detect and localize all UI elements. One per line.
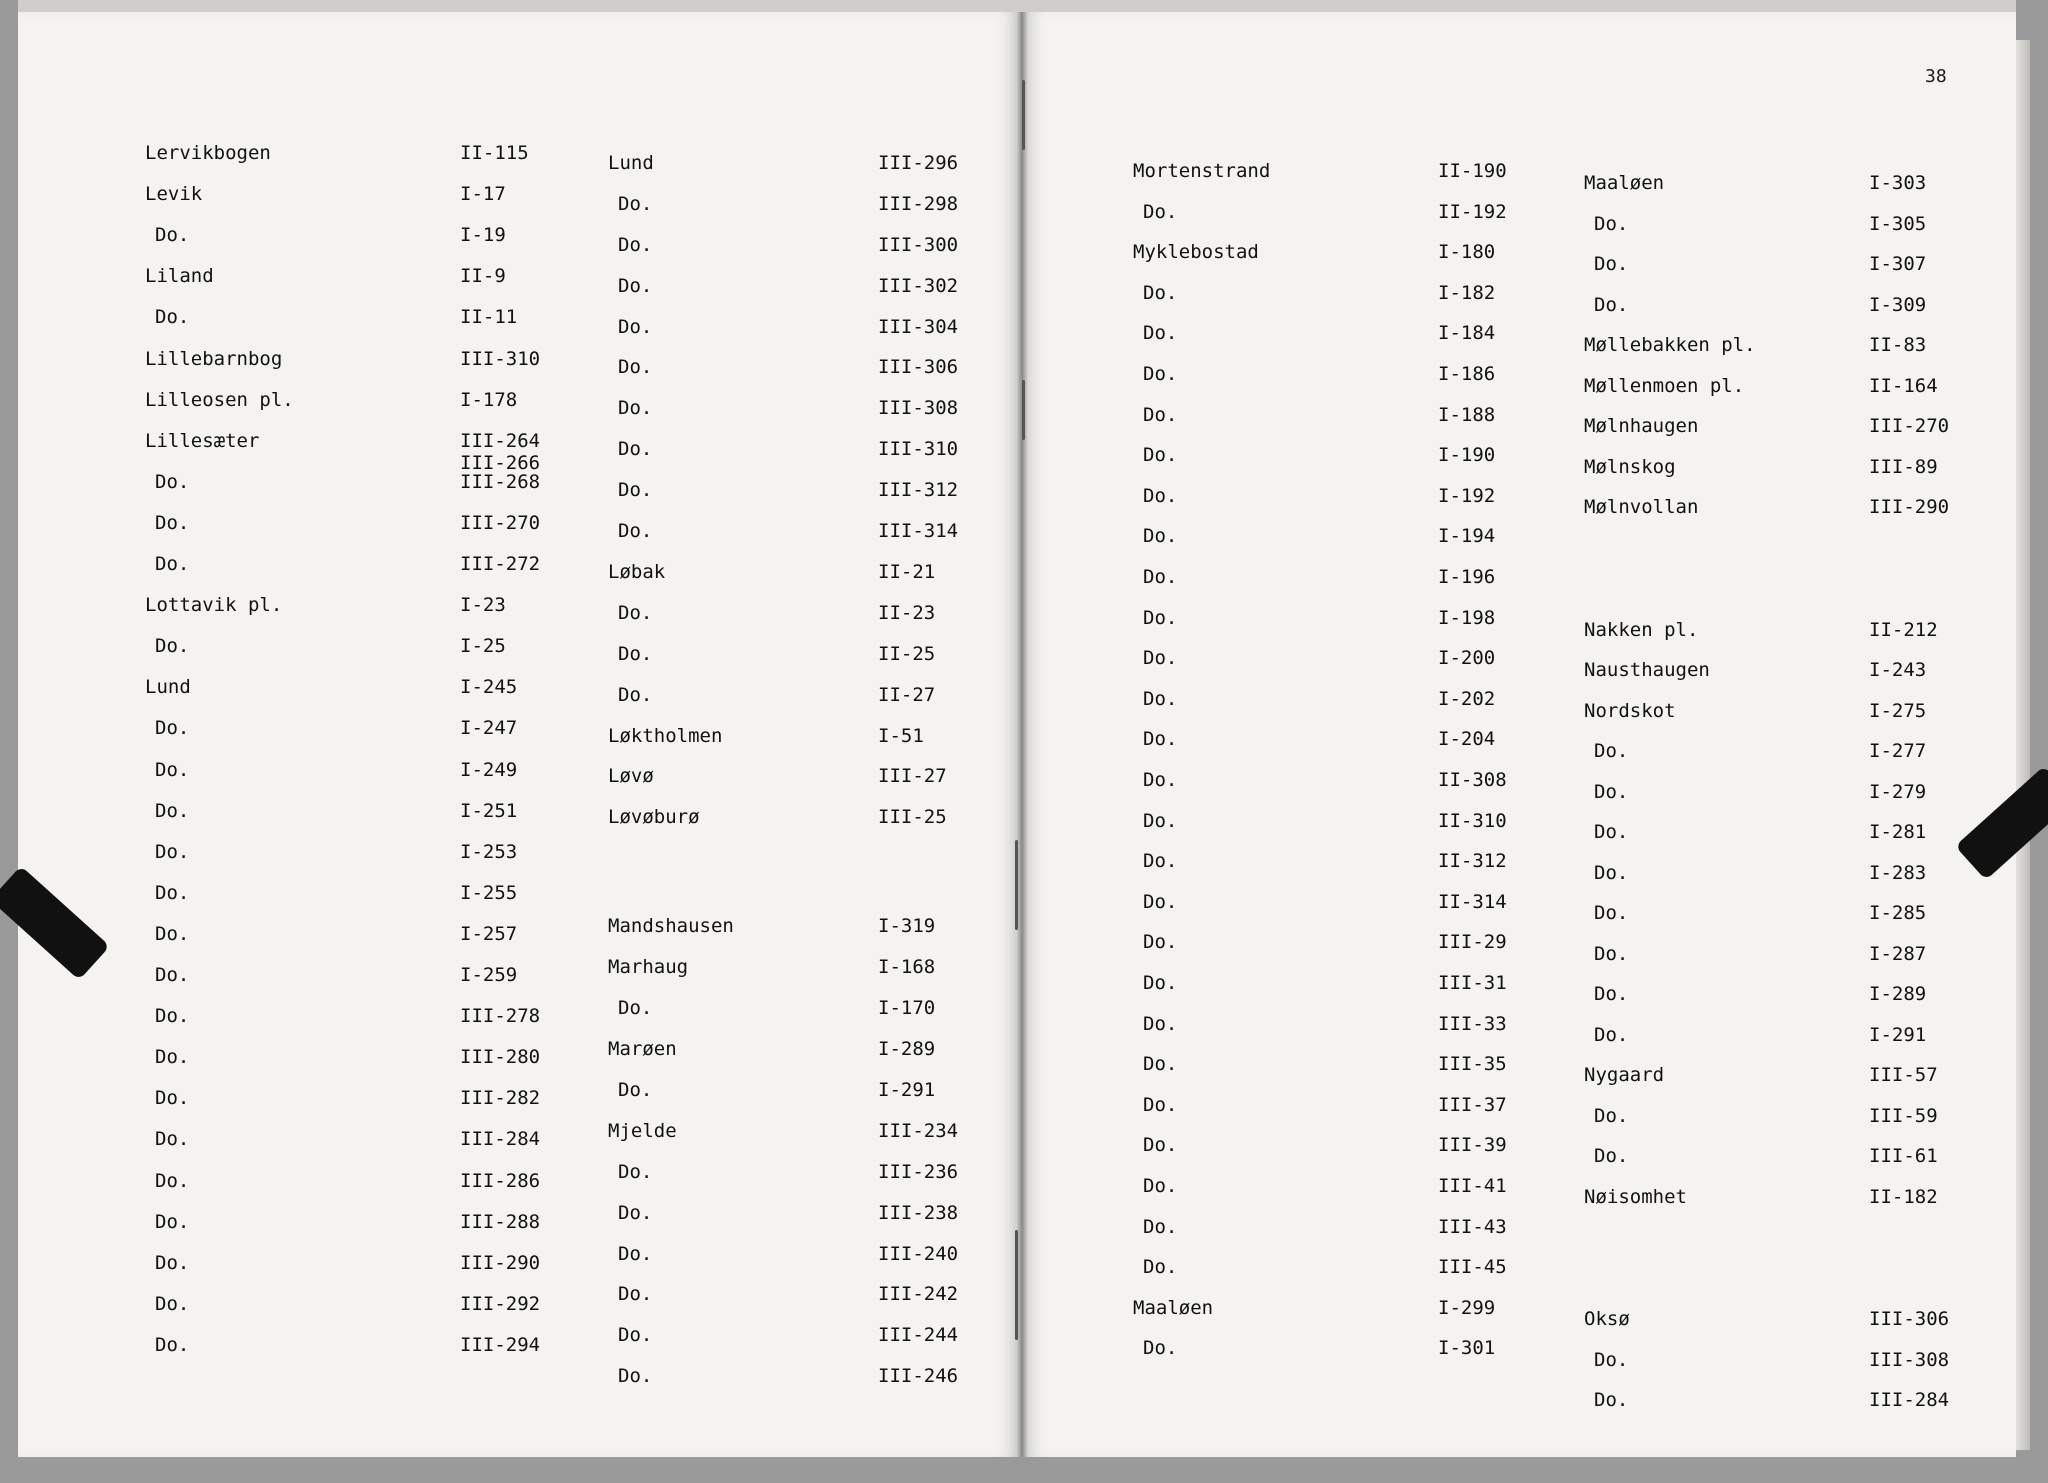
place-name: Do. [1594, 1389, 1629, 1411]
volume-reference: I-51 [878, 725, 924, 747]
place-name: Do. [1143, 647, 1178, 669]
place-name: Do. [618, 356, 653, 378]
volume-reference: III-284 [1869, 1389, 1950, 1411]
volume-reference: III-268 [460, 471, 541, 493]
place-name: Do. [1594, 740, 1629, 762]
place-name: Do. [1143, 972, 1178, 994]
place-name: Do. [1594, 983, 1629, 1005]
volume-reference: III-31 [1438, 972, 1507, 994]
place-name: Do. [1594, 253, 1629, 275]
volume-reference: I-275 [1869, 700, 1927, 722]
volume-reference: I-301 [1438, 1337, 1496, 1359]
volume-reference: II-115 [460, 142, 529, 164]
volume-reference: III-57 [1869, 1064, 1938, 1086]
volume-reference: III-35 [1438, 1053, 1507, 1075]
place-name: Myklebostad [1133, 241, 1259, 263]
volume-reference: III-244 [878, 1324, 959, 1346]
place-name: Do. [1143, 1094, 1178, 1116]
volume-reference: I-253 [460, 841, 518, 863]
volume-reference: I-255 [460, 882, 518, 904]
place-name: Løvøburø [608, 806, 700, 828]
place-name: Do. [155, 1170, 190, 1192]
volume-reference: I-251 [460, 800, 518, 822]
spine-mark [1015, 840, 1018, 930]
place-name: Maaløen [1133, 1297, 1214, 1319]
place-name: Do. [618, 684, 653, 706]
place-name: Nausthaugen [1584, 659, 1710, 681]
volume-reference: I-182 [1438, 282, 1496, 304]
place-name: Do. [1143, 363, 1178, 385]
volume-reference: III-308 [1869, 1349, 1950, 1371]
place-name: Do. [1143, 931, 1178, 953]
place-name: Do. [155, 1293, 190, 1315]
volume-reference: I-200 [1438, 647, 1496, 669]
volume-reference: III-29 [1438, 931, 1507, 953]
place-name: Lottavik pl. [145, 594, 283, 616]
volume-reference: I-259 [460, 964, 518, 986]
spine-mark [1022, 380, 1025, 440]
place-name: Møllebakken pl. [1584, 334, 1756, 356]
place-name: Do. [618, 316, 653, 338]
place-name: Marhaug [608, 956, 689, 978]
volume-reference: III-310 [460, 348, 541, 370]
place-name: Do. [155, 717, 190, 739]
place-name: Marøen [608, 1038, 677, 1060]
place-name: Do. [1143, 607, 1178, 629]
volume-reference: I-299 [1438, 1297, 1496, 1319]
volume-reference: I-194 [1438, 525, 1496, 547]
place-name: Do. [618, 997, 653, 1019]
place-name: Do. [1143, 485, 1178, 507]
volume-reference: III-302 [878, 275, 959, 297]
page-number: 38 [1925, 66, 1947, 87]
volume-reference: III-296 [878, 152, 959, 174]
volume-reference: III-310 [878, 438, 959, 460]
volume-reference: III-41 [1438, 1175, 1507, 1197]
place-name: Do. [1143, 1216, 1178, 1238]
volume-reference: II-23 [878, 602, 936, 624]
volume-reference: I-245 [460, 676, 518, 698]
place-name: Oksø [1584, 1308, 1630, 1330]
volume-reference: III-25 [878, 806, 947, 828]
place-name: Do. [618, 520, 653, 542]
volume-reference: III-312 [878, 479, 959, 501]
place-name: Do. [1594, 821, 1629, 843]
volume-reference: I-305 [1869, 213, 1927, 235]
place-name: Do. [155, 306, 190, 328]
place-name: Do. [1143, 1337, 1178, 1359]
volume-reference: I-283 [1869, 862, 1927, 884]
volume-reference: II-27 [878, 684, 936, 706]
volume-reference: I-180 [1438, 241, 1496, 263]
place-name: Lund [145, 676, 191, 698]
volume-reference: I-17 [460, 183, 506, 205]
volume-reference: III-272 [460, 553, 541, 575]
place-name: Do. [155, 841, 190, 863]
place-name: Liland [145, 265, 214, 287]
volume-reference: II-182 [1869, 1186, 1938, 1208]
volume-reference: III-292 [460, 1293, 541, 1315]
place-name: Do. [1594, 862, 1629, 884]
place-name: Do. [618, 643, 653, 665]
volume-reference: III-294 [460, 1334, 541, 1356]
place-name: Løvø [608, 765, 654, 787]
place-name: Do. [1594, 294, 1629, 316]
volume-reference: II-83 [1869, 334, 1927, 356]
place-name: Do. [1143, 769, 1178, 791]
volume-reference: III-45 [1438, 1256, 1507, 1278]
place-name: Mølnvollan [1584, 496, 1699, 518]
place-name: Do. [1594, 781, 1629, 803]
place-name: Do. [618, 275, 653, 297]
volume-reference: I-186 [1438, 363, 1496, 385]
place-name: Do. [155, 1046, 190, 1068]
volume-reference: II-314 [1438, 891, 1507, 913]
place-name: Do. [155, 964, 190, 986]
volume-reference: III-306 [1869, 1308, 1950, 1330]
volume-reference: III-304 [878, 316, 959, 338]
place-name: Nygaard [1584, 1064, 1665, 1086]
volume-reference: III-286 [460, 1170, 541, 1192]
volume-reference: III-264 III-266 [460, 430, 541, 474]
volume-reference: I-287 [1869, 943, 1927, 965]
volume-reference: II-192 [1438, 201, 1507, 223]
place-name: Nordskot [1584, 700, 1676, 722]
place-name: Do. [618, 479, 653, 501]
place-name: Do. [155, 1087, 190, 1109]
volume-reference: III-314 [878, 520, 959, 542]
place-name: Løktholmen [608, 725, 723, 747]
volume-reference: I-184 [1438, 322, 1496, 344]
place-name: Do. [618, 1324, 653, 1346]
place-name: Do. [1143, 891, 1178, 913]
volume-reference: II-21 [878, 561, 936, 583]
place-name: Do. [155, 471, 190, 493]
volume-reference: I-25 [460, 635, 506, 657]
place-name: Nøisomhet [1584, 1186, 1687, 1208]
place-name: Do. [1143, 1175, 1178, 1197]
volume-reference: III-284 [460, 1128, 541, 1150]
volume-reference: I-198 [1438, 607, 1496, 629]
volume-reference: II-164 [1869, 375, 1938, 397]
place-name: Do. [1594, 1024, 1629, 1046]
volume-reference: II-190 [1438, 160, 1507, 182]
volume-reference: III-61 [1869, 1145, 1938, 1167]
place-name: Do. [618, 1283, 653, 1305]
place-name: Do. [1143, 282, 1178, 304]
place-name: Do. [155, 882, 190, 904]
place-name: Do. [618, 1079, 653, 1101]
place-name: Do. [1143, 201, 1178, 223]
place-name: Do. [1143, 1134, 1178, 1156]
volume-reference: III-270 [1869, 415, 1950, 437]
volume-reference: III-290 [460, 1252, 541, 1274]
volume-reference: III-242 [878, 1283, 959, 1305]
place-name: Do. [1594, 213, 1629, 235]
volume-reference: I-257 [460, 923, 518, 945]
volume-reference: III-234 [878, 1120, 959, 1142]
page-edge [2016, 40, 2030, 1450]
volume-reference: III-298 [878, 193, 959, 215]
volume-reference: III-39 [1438, 1134, 1507, 1156]
place-name: Mølnhaugen [1584, 415, 1699, 437]
place-name: Nakken pl. [1584, 619, 1699, 641]
volume-reference: I-289 [1869, 983, 1927, 1005]
place-name: Do. [155, 923, 190, 945]
place-name: Do. [1143, 1256, 1178, 1278]
place-name: Do. [155, 553, 190, 575]
volume-reference: II-212 [1869, 619, 1938, 641]
volume-reference: I-243 [1869, 659, 1927, 681]
place-name: Maaløen [1584, 172, 1665, 194]
volume-reference: I-291 [1869, 1024, 1927, 1046]
place-name: Do. [1143, 688, 1178, 710]
volume-reference: I-289 [878, 1038, 936, 1060]
place-name: Do. [155, 635, 190, 657]
volume-reference: III-280 [460, 1046, 541, 1068]
spine-mark [1015, 1230, 1018, 1340]
volume-reference: I-23 [460, 594, 506, 616]
place-name: Do. [155, 224, 190, 246]
place-name: Do. [1143, 404, 1178, 426]
volume-reference: III-306 [878, 356, 959, 378]
volume-reference: III-270 [460, 512, 541, 534]
volume-reference: III-59 [1869, 1105, 1938, 1127]
place-name: Do. [1143, 728, 1178, 750]
volume-reference: III-43 [1438, 1216, 1507, 1238]
spine-mark [1022, 80, 1025, 150]
volume-reference: III-27 [878, 765, 947, 787]
volume-reference: III-278 [460, 1005, 541, 1027]
volume-reference: I-170 [878, 997, 936, 1019]
volume-reference: III-33 [1438, 1013, 1507, 1035]
place-name: Do. [155, 512, 190, 534]
place-name: Do. [1143, 1053, 1178, 1075]
place-name: Do. [1594, 1105, 1629, 1127]
place-name: Do. [155, 800, 190, 822]
volume-reference: I-247 [460, 717, 518, 739]
place-name: Do. [1594, 902, 1629, 924]
place-name: Mølnskog [1584, 456, 1676, 478]
place-name: Levik [145, 183, 203, 205]
volume-reference: III-246 [878, 1365, 959, 1387]
place-name: Do. [618, 1365, 653, 1387]
volume-reference: I-249 [460, 759, 518, 781]
volume-reference: I-204 [1438, 728, 1496, 750]
place-name: Mandshausen [608, 915, 734, 937]
volume-reference: I-168 [878, 956, 936, 978]
place-name: Do. [618, 1202, 653, 1224]
volume-reference: I-279 [1869, 781, 1927, 803]
volume-reference: I-202 [1438, 688, 1496, 710]
place-name: Do. [1143, 322, 1178, 344]
volume-reference: III-300 [878, 234, 959, 256]
volume-reference: I-196 [1438, 566, 1496, 588]
volume-reference: I-291 [878, 1079, 936, 1101]
place-name: Do. [1143, 525, 1178, 547]
place-name: Do. [155, 1211, 190, 1233]
place-name: Møllenmoen pl. [1584, 375, 1745, 397]
volume-reference: I-277 [1869, 740, 1927, 762]
place-name: Lund [608, 152, 654, 174]
place-name: Do. [155, 759, 190, 781]
place-name: Mortenstrand [1133, 160, 1271, 182]
volume-reference: I-285 [1869, 902, 1927, 924]
place-name: Do. [618, 1161, 653, 1183]
place-name: Do. [618, 193, 653, 215]
place-name: Do. [155, 1252, 190, 1274]
place-name: Lillesæter [145, 430, 260, 452]
place-name: Do. [1143, 566, 1178, 588]
volume-reference: III-282 [460, 1087, 541, 1109]
volume-reference: II-310 [1438, 810, 1507, 832]
volume-reference: I-19 [460, 224, 506, 246]
volume-reference: I-188 [1438, 404, 1496, 426]
place-name: Do. [618, 234, 653, 256]
volume-reference: I-281 [1869, 821, 1927, 843]
place-name: Do. [1143, 1013, 1178, 1035]
place-name: Mjelde [608, 1120, 677, 1142]
volume-reference: I-178 [460, 389, 518, 411]
volume-reference: I-307 [1869, 253, 1927, 275]
top-edge [18, 0, 2016, 12]
volume-reference: I-319 [878, 915, 936, 937]
volume-reference: II-11 [460, 306, 518, 328]
place-name: Lervikbogen [145, 142, 271, 164]
volume-reference: III-308 [878, 397, 959, 419]
place-name: Do. [155, 1128, 190, 1150]
place-name: Løbak [608, 561, 666, 583]
volume-reference: I-303 [1869, 172, 1927, 194]
place-name: Do. [618, 438, 653, 460]
place-name: Do. [1143, 444, 1178, 466]
volume-reference: II-312 [1438, 850, 1507, 872]
volume-reference: III-240 [878, 1243, 959, 1265]
place-name: Lillebarnbog [145, 348, 283, 370]
place-name: Lilleosen pl. [145, 389, 294, 411]
volume-reference: III-238 [878, 1202, 959, 1224]
volume-reference: III-37 [1438, 1094, 1507, 1116]
volume-reference: III-89 [1869, 456, 1938, 478]
place-name: Do. [618, 397, 653, 419]
volume-reference: I-190 [1438, 444, 1496, 466]
place-name: Do. [1143, 850, 1178, 872]
place-name: Do. [1143, 810, 1178, 832]
volume-reference: I-192 [1438, 485, 1496, 507]
place-name: Do. [1594, 943, 1629, 965]
volume-reference: II-9 [460, 265, 506, 287]
volume-reference: II-25 [878, 643, 936, 665]
place-name: Do. [155, 1005, 190, 1027]
volume-reference: III-236 [878, 1161, 959, 1183]
place-name: Do. [618, 602, 653, 624]
volume-reference: III-290 [1869, 496, 1950, 518]
volume-reference: I-309 [1869, 294, 1927, 316]
volume-reference: II-308 [1438, 769, 1507, 791]
place-name: Do. [1594, 1145, 1629, 1167]
volume-reference: III-288 [460, 1211, 541, 1233]
place-name: Do. [155, 1334, 190, 1356]
place-name: Do. [1594, 1349, 1629, 1371]
place-name: Do. [618, 1243, 653, 1265]
